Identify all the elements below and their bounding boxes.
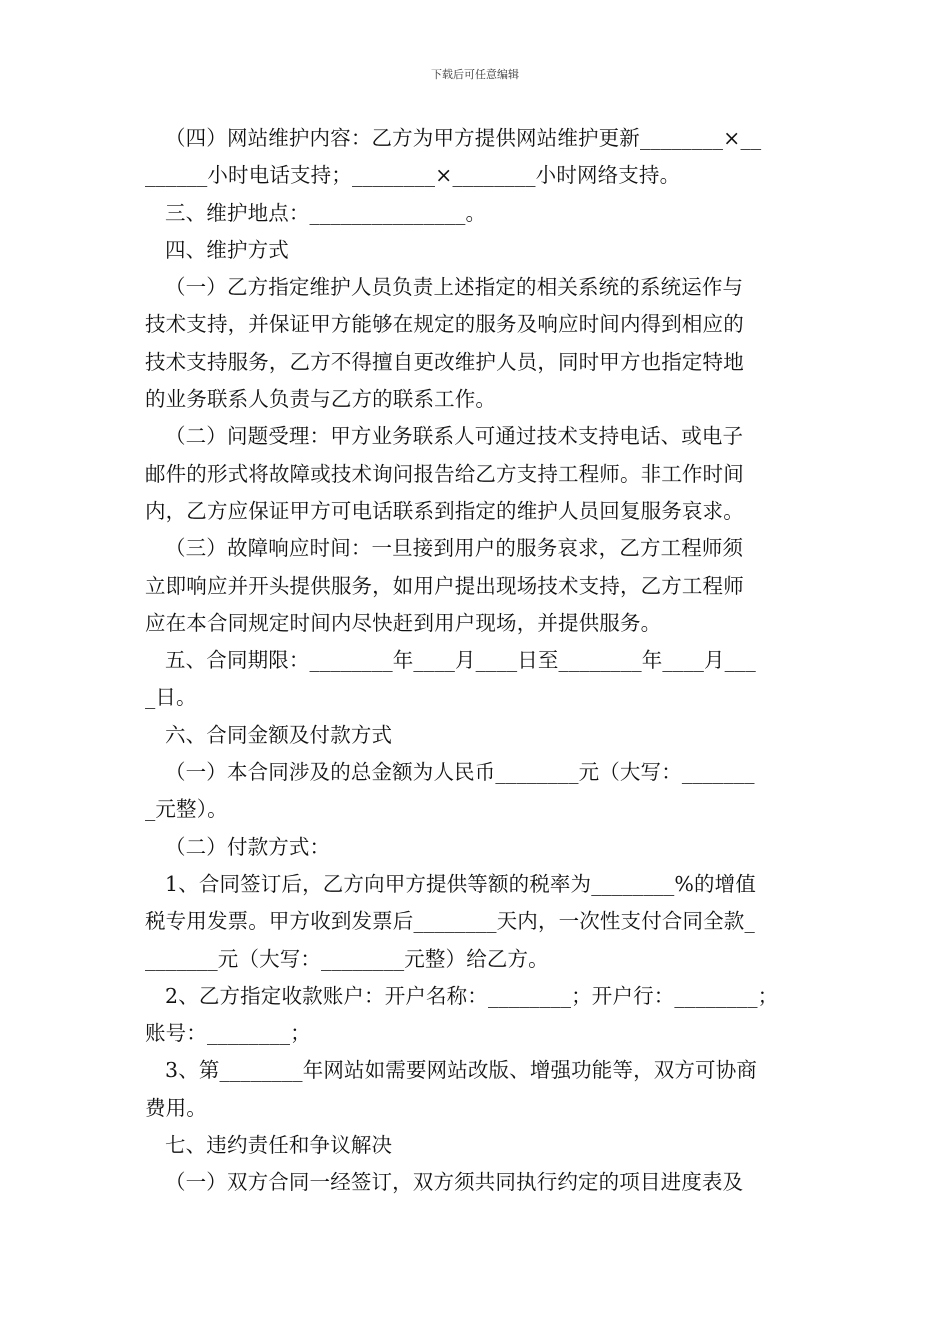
section-4-1-line: （一）乙方指定维护人员负责上述指定的相关系统的系统运作与 [165, 275, 744, 300]
payment-item-3: 3、第________年网站如需要网站改版、增强功能等，双方可协商 [165, 1058, 757, 1083]
section-4-2-line: 内，乙方应保证甲方可电话联系到指定的维护人员回复服务哀求。 [145, 498, 744, 523]
payment-item-1: 1、合同签订后，乙方向甲方提供等额的税率为________%的增值 [165, 871, 756, 896]
payment-item-3: 费用。 [145, 1095, 207, 1120]
section-4-3-line: 应在本合同规定时间内尽快赶到用户现场，并提供服务。 [145, 610, 662, 635]
section-4-1-line: 技术支持服务，乙方不得擅自更改维护人员，同时甲方也指定特地 [145, 349, 744, 374]
payment-item-1: 税专用发票。甲方收到发票后________天内，一次性支付合同全款_ [145, 909, 755, 934]
section-6-heading: 六、合同金额及付款方式 [165, 722, 393, 747]
section-3-location: 三、维护地点：_______________。 [165, 200, 487, 225]
section-6-2-heading: （二）付款方式： [165, 834, 331, 859]
section-4-2-line: 邮件的形式将故障或技术询问报告给乙方支持工程师。非工作时间 [145, 461, 744, 486]
payment-item-2: 账号：________； [145, 1021, 311, 1046]
section-4-3-line: 立即响应并开头提供服务，如用户提出现场技术支持，乙方工程师 [145, 573, 744, 598]
section-4-1-line: 的业务联系人负责与乙方的联系工作。 [145, 387, 497, 412]
line-4-content-cont: ______小时电话支持；________×________小时网络支持。 [145, 163, 681, 188]
header-note: 下载后可任意编辑 [431, 68, 519, 81]
section-4-3-line: （三）故障响应时间：一旦接到用户的服务哀求，乙方工程师须 [165, 536, 744, 561]
section-6-1-line: _元整）。 [145, 797, 228, 822]
document-body [145, 120, 810, 1202]
section-7-heading: 七、违约责任和争议解决 [165, 1133, 393, 1158]
section-5-term: 五、合同期限：________年____月____日至________年____月___ [165, 648, 756, 673]
line-4-content: （四）网站维护内容：乙方为甲方提供网站维护更新________×__ [165, 126, 762, 150]
section-4-1-line: 技术支持，并保证甲方能够在规定的服务及响应时间内得到相应的 [145, 312, 744, 337]
section-6-1-line: （一）本合同涉及的总金额为人民币________元（大写：_______ [165, 760, 755, 785]
section-4-heading: 四、维护方式 [165, 237, 289, 262]
section-4-2-line: （二）问题受理：甲方业务联系人可通过技术支持电话、或电子 [165, 424, 744, 449]
payment-item-1: _______元（大写：________元整）给乙方。 [145, 946, 549, 971]
section-7-1-line: （一）双方合同一经签订，双方须共同执行约定的项目进度表及 [165, 1170, 744, 1195]
payment-item-2: 2、乙方指定收款账户：开户名称：________；开户行：________； [165, 983, 779, 1008]
section-5-term-cont: _日。 [145, 685, 197, 710]
